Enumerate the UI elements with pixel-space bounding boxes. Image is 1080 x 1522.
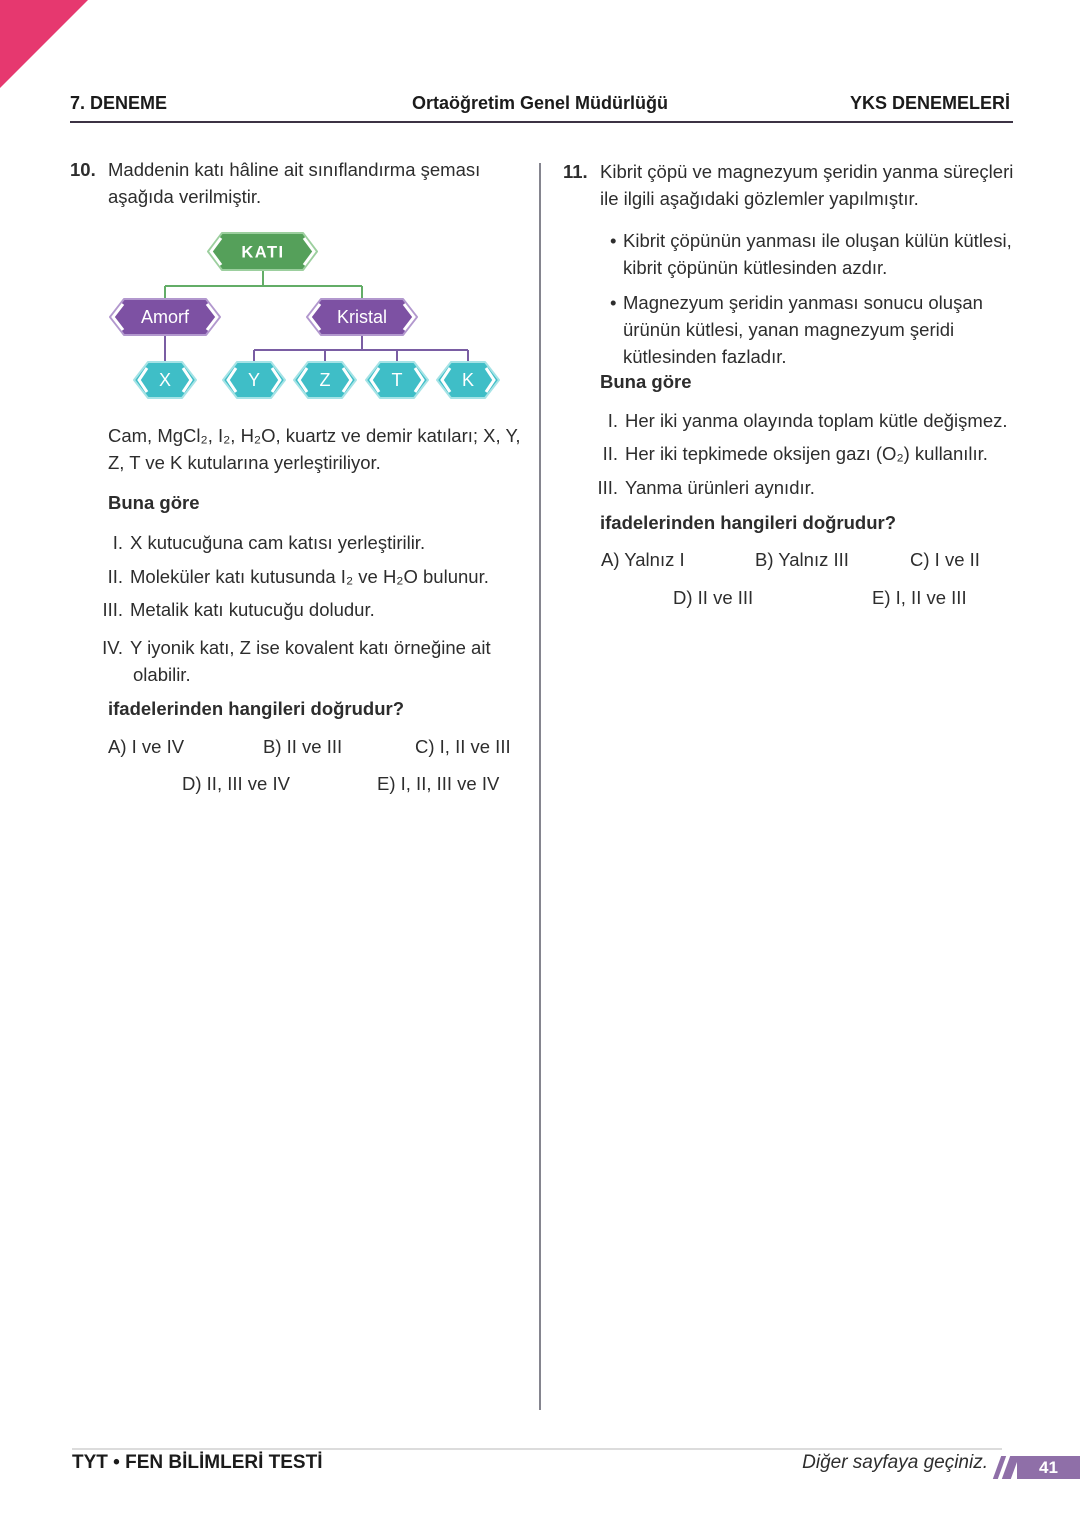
- hexagon-x: [134, 362, 196, 398]
- header-center-title: Ortaöğretim Genel Müdürlüğü: [411, 93, 668, 113]
- q11-option-e: E) I, II ve III: [872, 587, 967, 608]
- q10-classification-diagram: [100, 228, 500, 408]
- footer-test-title: TYT • FEN BİLİMLERİ TESTİ: [72, 1452, 323, 1473]
- q10-intro-line-1: 10. Maddenin katı hâline ait sınıflandırma şeması: [70, 156, 480, 183]
- page-number-badge: 41: [1017, 1456, 1080, 1479]
- hexagon-kati: [208, 233, 317, 270]
- diagram-root-connectors: [165, 270, 362, 299]
- q10-lead: Buna göre: [108, 492, 200, 513]
- q11-observation-1-line-1: • Kibrit çöpünün yanması ile oluşan külün kütlesi,: [610, 227, 1012, 254]
- hexagon-x-label: X: [158, 370, 172, 390]
- q11-observation-1-line-2: kibrit çöpünün kütlesinden azdır.: [623, 257, 888, 278]
- footer-next-page-note: Diğer sayfaya geçiniz.: [802, 1452, 988, 1473]
- hexagon-amorf-label: Amorf: [140, 307, 190, 327]
- hexagon-z: [294, 362, 356, 398]
- q11-item-3: III. Yanma ürünleri aynıdır.: [597, 477, 815, 498]
- q11-observation-2-line-1: • Magnezyum şeridin yanması sonucu oluşan: [610, 289, 983, 316]
- q10-option-b: B) II ve III: [263, 736, 343, 757]
- hexagon-y-label: Y: [247, 370, 261, 390]
- q10-number: 10.: [70, 159, 96, 180]
- bullet-icon: •: [610, 230, 617, 251]
- q10-body-line-1: Cam, MgCl₂, I₂, H₂O, kuartz ve demir katıları; X, Y,: [108, 425, 521, 446]
- bullet-icon: •: [610, 292, 617, 313]
- q11-intro-line-2: ile ilgili aşağıdaki gözlemler yapılmıştır.: [600, 188, 919, 209]
- q10-question: ifadelerinden hangileri doğrudur?: [108, 698, 405, 719]
- hexagon-t: [366, 362, 428, 398]
- footer-rule: [72, 1448, 1002, 1450]
- hexagon-kristal: [307, 299, 417, 335]
- q11-lead: Buna göre: [600, 371, 692, 392]
- q11-intro-line-1: 11. Kibrit çöpü ve magnezyum şeridin yanma süreçleri: [563, 158, 1013, 185]
- q10-intro-line-2: aşağıda verilmiştir.: [108, 186, 262, 207]
- q10-item-4-line-2: olabilir.: [133, 664, 191, 685]
- q11-number: 11.: [563, 161, 588, 182]
- q11-option-b: B) Yalnız III: [755, 549, 849, 570]
- q11-option-d: D) II ve III: [673, 587, 754, 608]
- hexagon-k: [437, 362, 499, 398]
- q11-question: ifadelerinden hangileri doğrudur?: [600, 512, 897, 533]
- q11-item-2: II. Her iki tepkimede oksijen gazı (O₂) kullanılır.: [602, 443, 988, 464]
- hexagon-y: [223, 362, 285, 398]
- diagram-branch-connectors: [165, 335, 468, 362]
- q10-item-3: III. Metalik katı kutucuğu doludur.: [102, 599, 375, 620]
- column-divider: [539, 163, 541, 1410]
- q10-body-line-2: Z, T ve K kutularına yerleştiriliyor.: [108, 452, 381, 473]
- q10-option-d: D) II, III ve IV: [182, 773, 290, 794]
- hexagon-kristal-label: Kristal: [336, 307, 388, 327]
- q10-item-4: IV. Y iyonik katı, Z ise kovalent katı örneğine ait: [102, 637, 491, 658]
- hexagon-amorf: [110, 299, 220, 335]
- q11-option-c: C) I ve II: [910, 549, 980, 570]
- q10-option-a: A) I ve IV: [108, 736, 185, 757]
- q11-observation-2-line-2: ürünün kütlesi, yanan magnezyum şeridi: [623, 319, 955, 340]
- q10-item-2: II. Moleküler katı kutusunda I₂ ve H₂O bulunur.: [107, 566, 489, 587]
- header-rule: [70, 121, 1013, 123]
- q10-option-e: E) I, II, III ve IV: [377, 773, 500, 794]
- header-exam-label: 7. DENEME: [70, 93, 168, 113]
- hexagon-kati-label: KATI: [241, 243, 285, 262]
- q11-observation-2-line-3: kütlesinden fazladır.: [623, 346, 787, 367]
- corner-triangle-accent: [0, 0, 88, 88]
- q10-item-1: I. X kutucuğuna cam katısı yerleştirilir.: [112, 532, 426, 553]
- q10-option-c: C) I, II ve III: [415, 736, 511, 757]
- q11-item-1: I. Her iki yanma olayında toplam kütle değişmez.: [607, 410, 1008, 431]
- hexagon-z-label: Z: [319, 370, 331, 390]
- q11-option-a: A) Yalnız I: [601, 549, 685, 570]
- hexagon-t-label: T: [391, 370, 403, 390]
- hexagon-k-label: K: [461, 370, 475, 390]
- header-right-title: YKS DENEMELERİ: [849, 93, 1010, 113]
